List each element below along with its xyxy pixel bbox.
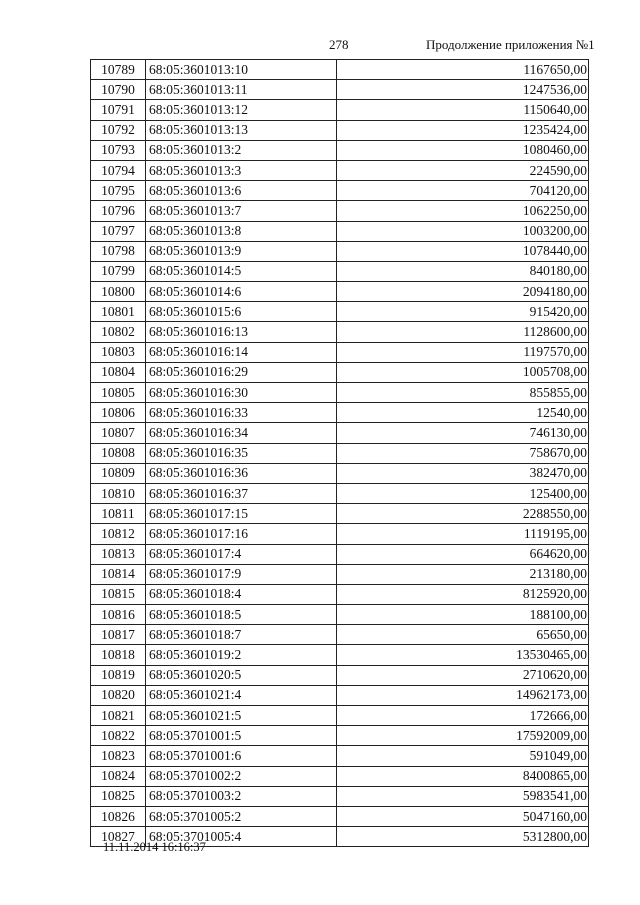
cadastral-value: 65650,00 — [337, 625, 589, 645]
row-number: 10821 — [91, 706, 146, 726]
cadastral-number: 68:05:3701001:5 — [146, 726, 337, 746]
row-number: 10798 — [91, 241, 146, 261]
table-row — [91, 726, 589, 746]
cadastral-value: 8125920,00 — [337, 584, 589, 604]
cadastral-number: 68:05:3601013:3 — [146, 160, 337, 180]
table-row — [91, 403, 589, 423]
cadastral-number: 68:05:3601020:5 — [146, 665, 337, 685]
cadastral-value: 5983541,00 — [337, 786, 589, 806]
row-number: 10825 — [91, 786, 146, 806]
cadastral-number: 68:05:3701002:2 — [146, 766, 337, 786]
cadastral-value: 1119195,00 — [337, 524, 589, 544]
row-number: 10789 — [91, 60, 146, 80]
page-number: 278 — [329, 37, 349, 52]
cadastral-value: 2094180,00 — [337, 282, 589, 302]
cadastral-value: 8400865,00 — [337, 766, 589, 786]
row-number: 10804 — [91, 362, 146, 382]
table-row — [91, 322, 589, 342]
table-row — [91, 625, 589, 645]
table-row — [91, 483, 589, 503]
table-row — [91, 786, 589, 806]
table-row — [91, 544, 589, 564]
cadastral-number: 68:05:3601017:16 — [146, 524, 337, 544]
cadastral-number: 68:05:3601016:36 — [146, 463, 337, 483]
cadastral-value: 915420,00 — [337, 302, 589, 322]
cadastral-number: 68:05:3601013:9 — [146, 241, 337, 261]
cadastral-value: 758670,00 — [337, 443, 589, 463]
table-row — [91, 423, 589, 443]
cadastral-value: 125400,00 — [337, 483, 589, 503]
table-row — [91, 383, 589, 403]
table-body — [91, 60, 589, 847]
table-row — [91, 100, 589, 120]
cadastral-value: 382470,00 — [337, 463, 589, 483]
table-row — [91, 766, 589, 786]
cadastral-number: 68:05:3701005:4 — [146, 827, 337, 847]
cadastral-value: 5312800,00 — [337, 827, 589, 847]
table-row — [91, 463, 589, 483]
cadastral-value: 2710620,00 — [337, 665, 589, 685]
cadastral-number: 68:05:3601021:5 — [146, 706, 337, 726]
cadastral-value: 1197570,00 — [337, 342, 589, 362]
table-row — [91, 241, 589, 261]
cadastral-number: 68:05:3601016:37 — [146, 483, 337, 503]
row-number: 10820 — [91, 685, 146, 705]
cadastral-number: 68:05:3601013:8 — [146, 221, 337, 241]
table-row — [91, 806, 589, 826]
row-number: 10796 — [91, 201, 146, 221]
table-row — [91, 261, 589, 281]
cadastral-value: 1078440,00 — [337, 241, 589, 261]
cadastral-number: 68:05:3601015:6 — [146, 302, 337, 322]
cadastral-value: 1062250,00 — [337, 201, 589, 221]
cadastral-value: 1150640,00 — [337, 100, 589, 120]
cadastral-number: 68:05:3601021:4 — [146, 685, 337, 705]
cadastral-number: 68:05:3601016:33 — [146, 403, 337, 423]
cadastral-number: 68:05:3601013:11 — [146, 80, 337, 100]
row-number: 10803 — [91, 342, 146, 362]
cadastral-number: 68:05:3601014:5 — [146, 261, 337, 281]
cadastral-value: 1167650,00 — [337, 60, 589, 80]
row-number: 10814 — [91, 564, 146, 584]
table-row — [91, 504, 589, 524]
table-row — [91, 362, 589, 382]
cadastral-value: 13530465,00 — [337, 645, 589, 665]
table-row — [91, 181, 589, 201]
cadastral-number: 68:05:3601017:9 — [146, 564, 337, 584]
table-row — [91, 342, 589, 362]
cadastral-number: 68:05:3601018:5 — [146, 605, 337, 625]
cadastral-number: 68:05:3701003:2 — [146, 786, 337, 806]
cadastral-number: 68:05:3601013:10 — [146, 60, 337, 80]
table-row — [91, 645, 589, 665]
row-number: 10790 — [91, 80, 146, 100]
table-row — [91, 160, 589, 180]
row-number: 10827 — [91, 827, 146, 847]
row-number: 10794 — [91, 160, 146, 180]
row-number: 10791 — [91, 100, 146, 120]
cadastral-value: 14962173,00 — [337, 685, 589, 705]
row-number: 10808 — [91, 443, 146, 463]
row-number: 10822 — [91, 726, 146, 746]
row-number: 10802 — [91, 322, 146, 342]
cadastral-value: 188100,00 — [337, 605, 589, 625]
row-number: 10817 — [91, 625, 146, 645]
row-number: 10823 — [91, 746, 146, 766]
cadastral-number: 68:05:3601016:13 — [146, 322, 337, 342]
cadastral-number: 68:05:3601019:2 — [146, 645, 337, 665]
cadastral-number: 68:05:3601014:6 — [146, 282, 337, 302]
row-number: 10799 — [91, 261, 146, 281]
row-number: 10792 — [91, 120, 146, 140]
row-number: 10813 — [91, 544, 146, 564]
cadastral-number: 68:05:3601016:30 — [146, 383, 337, 403]
cadastral-number: 68:05:3601013:12 — [146, 100, 337, 120]
cadastral-value: 664620,00 — [337, 544, 589, 564]
table-row — [91, 443, 589, 463]
cadastral-number: 68:05:3701001:6 — [146, 746, 337, 766]
cadastral-number: 68:05:3601017:15 — [146, 504, 337, 524]
row-number: 10811 — [91, 504, 146, 524]
cadastral-value: 224590,00 — [337, 160, 589, 180]
table-row — [91, 706, 589, 726]
cadastral-value: 591049,00 — [337, 746, 589, 766]
table-row — [91, 80, 589, 100]
cadastral-value: 746130,00 — [337, 423, 589, 443]
row-number: 10809 — [91, 463, 146, 483]
table-row — [91, 665, 589, 685]
cadastral-value: 1235424,00 — [337, 120, 589, 140]
table-row — [91, 524, 589, 544]
row-number: 10819 — [91, 665, 146, 685]
table-row — [91, 201, 589, 221]
table-row — [91, 685, 589, 705]
cadastral-number: 68:05:3601017:4 — [146, 544, 337, 564]
cadastral-value: 17592009,00 — [337, 726, 589, 746]
row-number: 10801 — [91, 302, 146, 322]
row-number: 10812 — [91, 524, 146, 544]
cadastral-number: 68:05:3601016:14 — [146, 342, 337, 362]
cadastral-number: 68:05:3601018:7 — [146, 625, 337, 645]
cadastral-number: 68:05:3601016:35 — [146, 443, 337, 463]
row-number: 10824 — [91, 766, 146, 786]
cadastral-value: 840180,00 — [337, 261, 589, 281]
row-number: 10800 — [91, 282, 146, 302]
row-number: 10807 — [91, 423, 146, 443]
cadastral-value: 855855,00 — [337, 383, 589, 403]
cadastral-value: 12540,00 — [337, 403, 589, 423]
row-number: 10795 — [91, 181, 146, 201]
cadastral-number: 68:05:3601013:7 — [146, 201, 337, 221]
cadastral-number: 68:05:3701005:2 — [146, 806, 337, 826]
continuation-title: Продолжение приложения №1 — [426, 37, 595, 52]
cadastral-number: 68:05:3601018:4 — [146, 584, 337, 604]
row-number: 10818 — [91, 645, 146, 665]
cadastral-value: 1128600,00 — [337, 322, 589, 342]
cadastral-value: 1005708,00 — [337, 362, 589, 382]
cadastral-number: 68:05:3601016:34 — [146, 423, 337, 443]
cadastral-table — [90, 59, 589, 847]
cadastral-number: 68:05:3601013:6 — [146, 181, 337, 201]
table-row — [91, 564, 589, 584]
table-row — [91, 140, 589, 160]
row-number: 10826 — [91, 806, 146, 826]
table-row — [91, 746, 589, 766]
cadastral-value: 2288550,00 — [337, 504, 589, 524]
cadastral-value: 704120,00 — [337, 181, 589, 201]
row-number: 10797 — [91, 221, 146, 241]
row-number: 10815 — [91, 584, 146, 604]
row-number: 10810 — [91, 483, 146, 503]
cadastral-value: 1080460,00 — [337, 140, 589, 160]
cadastral-value: 1247536,00 — [337, 80, 589, 100]
row-number: 10806 — [91, 403, 146, 423]
row-number: 10805 — [91, 383, 146, 403]
table-row — [91, 584, 589, 604]
table-row — [91, 60, 589, 80]
print-timestamp: 11.11.2014 16:16:37 — [103, 840, 206, 854]
table-row — [91, 120, 589, 140]
cadastral-number: 68:05:3601016:29 — [146, 362, 337, 382]
row-number: 10793 — [91, 140, 146, 160]
cadastral-value: 5047160,00 — [337, 806, 589, 826]
table-row — [91, 302, 589, 322]
cadastral-value: 1003200,00 — [337, 221, 589, 241]
cadastral-value: 172666,00 — [337, 706, 589, 726]
table-row — [91, 605, 589, 625]
table-row — [91, 221, 589, 241]
cadastral-number: 68:05:3601013:2 — [146, 140, 337, 160]
table-row — [91, 282, 589, 302]
cadastral-value: 213180,00 — [337, 564, 589, 584]
row-number: 10816 — [91, 605, 146, 625]
cadastral-number: 68:05:3601013:13 — [146, 120, 337, 140]
